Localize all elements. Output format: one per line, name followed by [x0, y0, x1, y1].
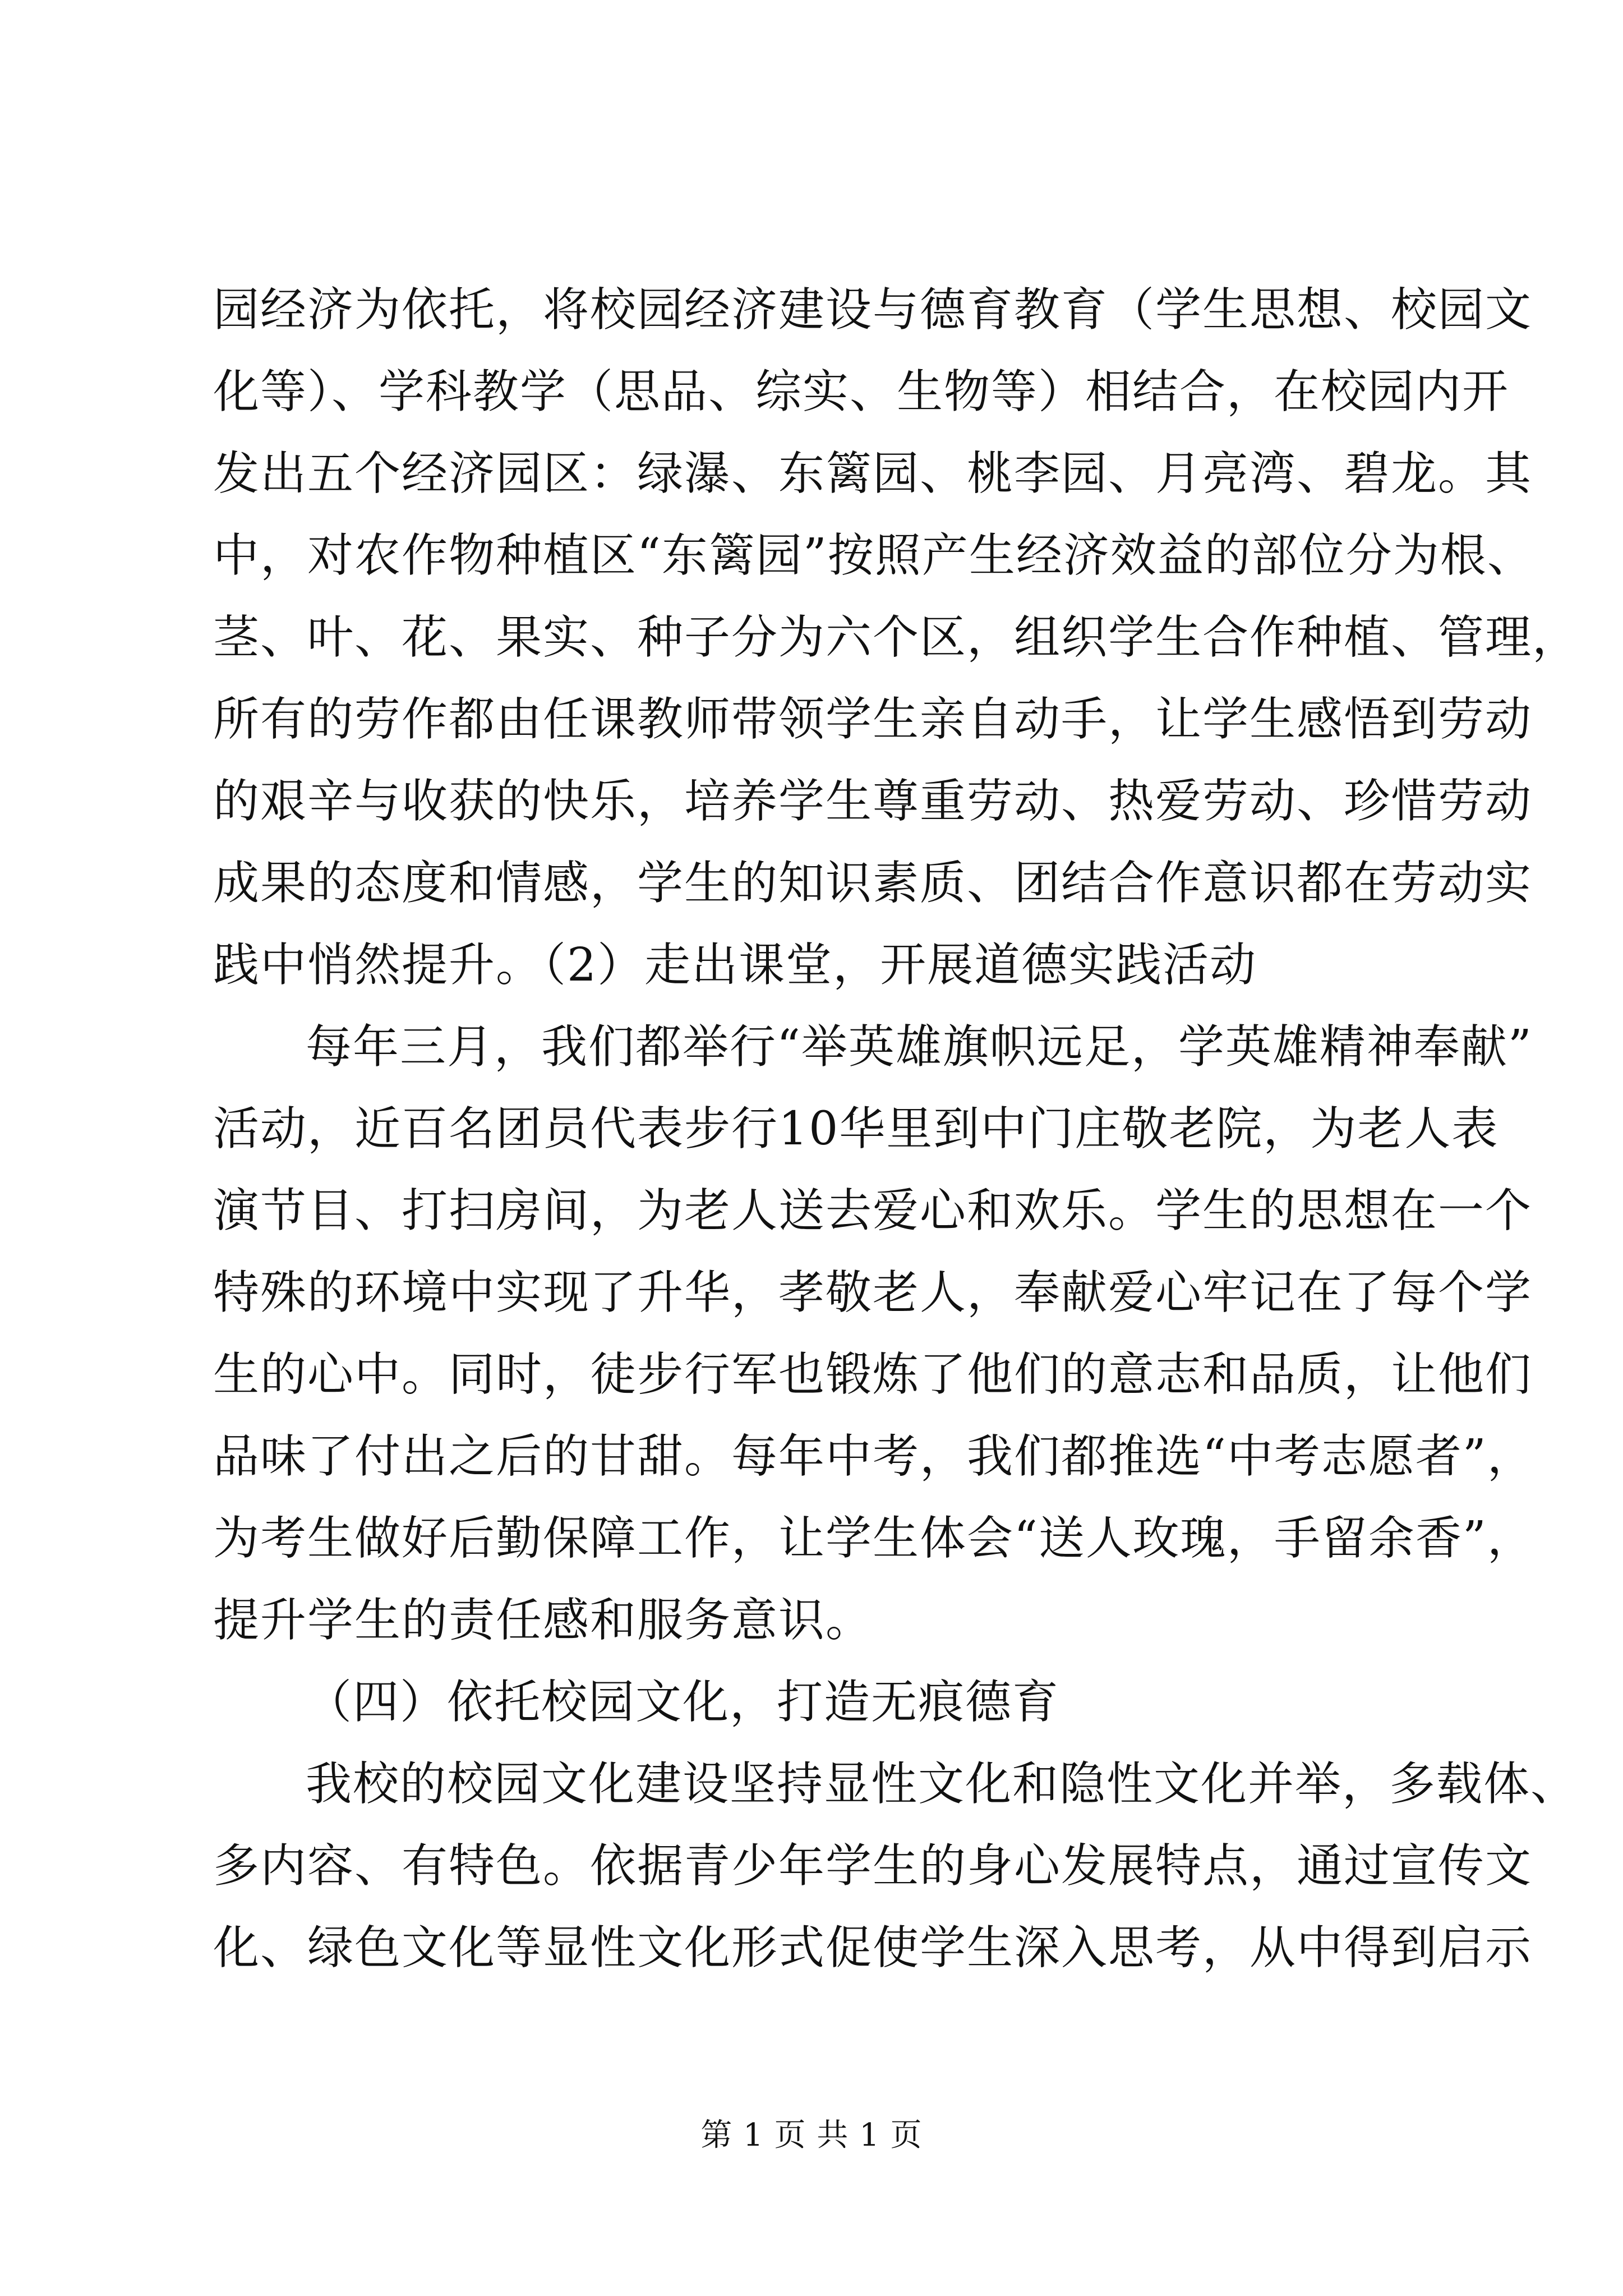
- paragraph-2-line-7: 为考生做好后勤保障工作，让学生体会“送人玫瑰，手留余香”，: [213, 1512, 1534, 1565]
- paragraph-3-line-3: 化、绿色文化等显性文化形式促使学生深入思考，从中得到启示: [213, 1921, 1533, 1975]
- paragraph-1-line-3: 发出五个经济园区：绿瀑、东篱园、桃李园、月亮湾、碧龙。其: [213, 447, 1533, 500]
- paragraph-1-line-8: 成果的态度和情感，学生的知识素质、团结合作意识都在劳动实: [213, 857, 1533, 910]
- paragraph-2-line-2: 活动，近百名团员代表步行10华里到中门庄敬老院，为老人表: [213, 1102, 1499, 1156]
- paragraph-3-line-1: 我校的校园文化建设坚持显性文化和隐性文化并举，多载体、: [306, 1757, 1578, 1811]
- paragraph-2-line-6: 品味了付出之后的甘甜。每年中考，我们都推选“中考志愿者”，: [213, 1430, 1534, 1483]
- paragraph-2-line-8: 提升学生的责任感和服务意识。: [213, 1594, 873, 1647]
- paragraph-1-line-6: 所有的劳作都由任课教师带领学生亲自动手，让学生感悟到劳动: [213, 693, 1533, 746]
- paragraph-2-line-4: 特殊的环境中实现了升华，孝敬老人，奉献爱心牢记在了每个学: [213, 1266, 1533, 1319]
- paragraph-1-line-5: 茎、叶、花、果实、种子分为六个区，组织学生合作种植、管理，: [213, 611, 1580, 664]
- paragraph-1-line-9: 践中悄然提升。（2）走出课堂，开展道德实践活动: [213, 938, 1257, 992]
- paragraph-3-line-2: 多内容、有特色。依据青少年学生的身心发展特点，通过宣传文: [213, 1839, 1533, 1893]
- paragraph-2-line-1: 每年三月，我们都举行“举英雄旗帜远足，学英雄精神奉献”: [306, 1020, 1533, 1074]
- paragraph-1-line-2: 化等）、学科教学（思品、综实、生物等）相结合，在校园内开: [213, 365, 1510, 418]
- paragraph-1-line-7: 的艰辛与收获的快乐，培养学生尊重劳动、热爱劳动、珍惜劳动: [213, 775, 1533, 828]
- page-footer: 第 1 页 共 1 页: [700, 2117, 923, 2154]
- section-heading: （四）依托校园文化，打造无痕德育: [306, 1676, 1060, 1729]
- paragraph-2-line-3: 演节目、打扫房间，为老人送去爱心和欢乐。学生的思想在一个: [213, 1184, 1533, 1237]
- paragraph-2-line-5: 生的心中。同时，徒步行军也锻炼了他们的意志和品质，让他们: [213, 1348, 1533, 1401]
- paragraph-1-line-1: 园经济为依托，将校园经济建设与德育教育（学生思想、校园文: [213, 283, 1533, 337]
- paragraph-1-line-4: 中，对农作物种植区“东篱园”按照产生经济效益的部位分为根、: [213, 529, 1534, 582]
